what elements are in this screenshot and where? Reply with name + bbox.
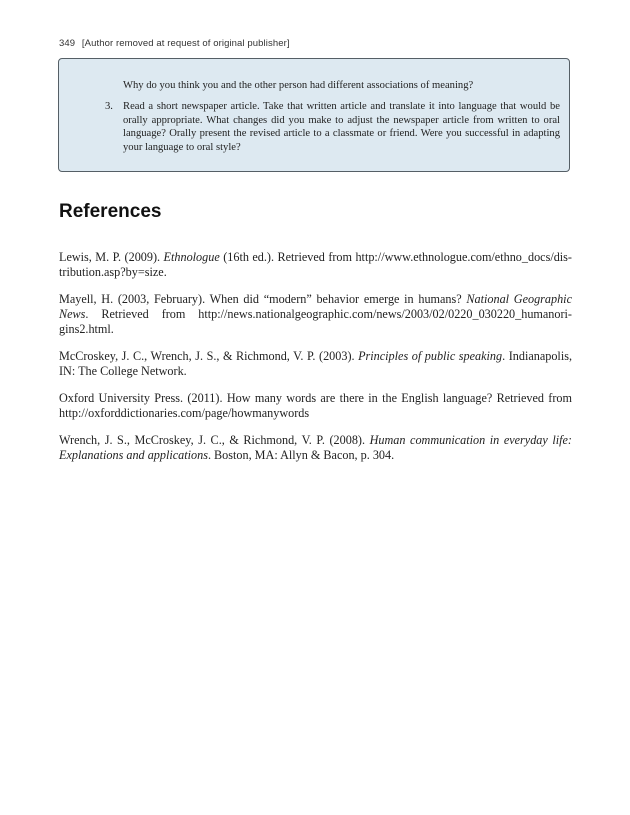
running-header xyxy=(59,38,290,49)
reference-text: Oxford University Press. (2011). How many words are there in the English language? Retrieved from http://oxforddictionaries.com/page/howmanywords xyxy=(59,391,572,420)
reference-text: (16th ed.). Retrieved from http://www.ethnologue.com/ethno_docs/dis-tribution.asp?by=size. xyxy=(59,250,572,279)
reference-text: . Boston, MA: Allyn & Bacon, p. 304. xyxy=(207,447,395,462)
reference-text: Lewis, M. P. (2009). xyxy=(59,250,164,264)
reference-text: . Retrieved from http://news.nationalgeographic.com/news/2003/02/0220_030220_humanori-gins2.html. xyxy=(59,306,572,336)
reference-entry xyxy=(59,433,572,463)
reference-text: Wrench, J. S., McCroskey, J. C., & Richmond, V. P. (2008). xyxy=(59,433,370,448)
reference-entry xyxy=(59,250,572,280)
reference-title: Principles of public speaking xyxy=(358,348,503,363)
exercise-continued-text: Why do you think you and the other person had different associations of meaning? xyxy=(123,80,474,91)
reference-title: Ethnologue xyxy=(163,250,220,264)
reference-text: McCroskey, J. C., Wrench, J. S., & Richmond, V. P. (2003). xyxy=(59,348,359,363)
page-number: 349 xyxy=(59,38,76,49)
references-heading: References xyxy=(59,201,162,222)
reference-entry xyxy=(59,391,572,421)
exercise-item-text: Read a short newspaper article. Take that written article and translate it into language that would be orally appropriate. What changes did you make to adjust the newspaper article from written to oral language? Orally present the revised article to a classmate or friend. Were you successful in adapting your language to oral style? xyxy=(123,101,560,154)
reference-entry xyxy=(59,292,572,336)
exercise-box xyxy=(58,58,570,172)
exercise-item-number: 3. xyxy=(105,101,113,112)
reference-text: . Indianapolis, IN: The College Network. xyxy=(59,348,572,378)
reference-title: Human communication in everyday life: Explanations and applications xyxy=(59,433,572,462)
reference-text: Mayell, H. (2003, February). When did “modern” behavior emerge in humans? xyxy=(59,292,467,307)
references-list xyxy=(59,250,572,475)
reference-entry xyxy=(59,349,572,379)
exercise-item xyxy=(105,100,560,155)
reference-title: National Geographic News xyxy=(59,292,572,321)
author-note: [Author removed at request of original publisher] xyxy=(81,38,290,49)
